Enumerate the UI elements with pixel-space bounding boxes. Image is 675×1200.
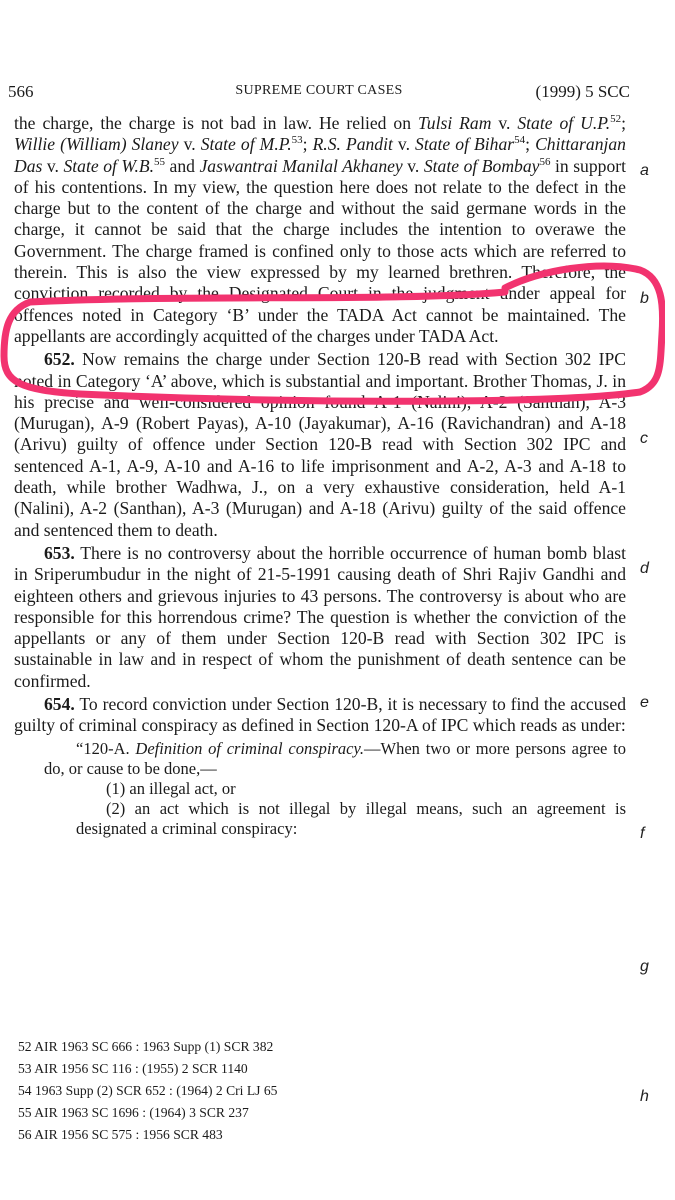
footnote-53: 53 AIR 1956 SC 116 : (1955) 2 SCR 1140 — [18, 1061, 248, 1076]
case-name: Tulsi Ram — [417, 113, 492, 133]
margin-letter-c: c — [640, 430, 648, 447]
margin-letter-f: f — [640, 825, 645, 842]
margin-letter-e: e — [640, 694, 649, 711]
footnote-ref: 53 — [291, 134, 303, 147]
volume-citation: (1999) 5 SCC — [535, 82, 630, 101]
footnote-ref: 55 — [154, 155, 166, 168]
statute-quote: “120-A. Definition of criminal conspiracy.—When two or more persons agree to do, or cause to be done,— (1) an illegal act, or (2) an act which is not illegal by illegal means, such an agreement is designated a criminal conspiracy: — [44, 738, 626, 838]
quote-item-2: (2) an act which is not illegal by illegal means, such an agreement is designated a criminal conspiracy: — [76, 798, 626, 838]
margin-letter-d: d — [640, 560, 649, 577]
page-number: 566 — [8, 82, 34, 101]
footnote-55: 55 AIR 1963 SC 1696 : (1964) 3 SCR 237 — [18, 1105, 249, 1120]
case-name: Jaswantrai Manilal Akhaney — [199, 155, 403, 176]
page-header — [8, 82, 630, 106]
footnote-ref: 52 — [610, 113, 622, 126]
footnote-54: 54 1963 Supp (2) SCR 652 : (1964) 2 Cri LJ 65 — [18, 1083, 278, 1098]
paragraph-653: 653. There is no controversy about the horrible occurrence of human bomb blast in Sriperumbudur in the night of 21-5-1991 causing death of Shri Rajiv Gandhi and eighteen others and grievous injuries to 43 persons. The controversy is about who are responsible for this horrendous crime? The question is whether the conviction of the appellants or any of them under Section 120-B read with Section 302 IPC is sustainable in law and in respect of whom the punishment of death sentence can be confirmed. — [14, 542, 626, 691]
paragraph-654: 654. To record conviction under Section 120-B, it is necessary to find the accused guilty of criminal conspiracy as defined in Section 120-A of IPC which reads as under: — [14, 694, 626, 736]
case-name: R.S. Pandit — [312, 134, 393, 155]
running-title: SUPREME COURT CASES — [235, 83, 403, 98]
quote-item-1: (1) an illegal act, or — [106, 778, 236, 798]
margin-letter-a: a — [640, 162, 649, 179]
margin-letter-h: h — [640, 1088, 649, 1105]
case-name: Willie (William) Slaney — [14, 134, 179, 155]
footnote-ref: 54 — [514, 134, 526, 147]
footnote-56: 56 AIR 1956 SC 575 : 1956 SCR 483 — [18, 1127, 223, 1142]
margin-letter-g: g — [640, 958, 649, 975]
paragraph-652: 652. Now remains the charge under Section 120-B read with Section 302 IPC noted in Category ‘A’ above, which is substantial and important. Brother Thomas, J. in his precise and well-considered opinion found A-1 (Nalini), A-2 (Santhan), A-3 (Murugan), A-9 (Robert Payas), A-10 (Jayakumar), A-16 (Ravichandran) and A-18 (Arivu) guilty of offence under Section 120-B read with Section 302 IPC and sentenced A-1, A-9, A-10 and A-16 to life imprisonment and A-2, A-3 and A-18 to death, while brother Wadhwa, J., on a very exhaustive consideration, held A-1 (Nalini), A-2 (Santhan), A-3 (Murugan) and A-18 (Arivu) guilty of the said offence and sentenced them to death. — [14, 349, 627, 540]
judgment-text — [14, 113, 626, 839]
footnote-ref: 56 — [539, 155, 551, 168]
margin-letter-b: b — [640, 290, 649, 307]
highlighted-text: Therefore, the conviction recorded by the Designated Court in the judgment under appeal for offences noted in Category ‘B’ under the TADA Act cannot be maintained. The appellants are accordingly acquitted of the charges under TADA Act. — [14, 262, 626, 346]
obscured-text: This is also the view expressed by my learned brethren. — [76, 262, 513, 283]
paragraph-continuation: the charge, the charge is not bad in law. He relied on Tulsi Ram v. State of U.P.$^{52}$; Willie (William) Slaney v. State of M.P.$^{53}$; R.S. Pandit v. State of Bihar$^{54}$; Chittaranjan Das v. State of W.B.$^{55}$ and Jaswantrai Manilal Akhaney v. State of Bombay$^{56}$ in support of his contentions. In my view, the question here does not relate to the defect in the charge but to the content of the charge and without the said germane words in the charge, it cannot be said that the charge includes the intention to overawe the Government. The charge framed is confined only to those acts which are referred to therein. This is also the view expressed by my learned brethren. Therefore, the conviction recorded by the Designated Court in the judgment under appeal for offences noted in Category ‘B’ under the TADA Act cannot be maintained. The appellants are accordingly acquitted of the charges under TADA Act. — [14, 113, 626, 346]
case-name: Chittaranjan Das — [14, 134, 626, 176]
footnote-52: 52 AIR 1963 SC 666 : 1963 Supp (1) SCR 382 — [18, 1039, 274, 1054]
section-heading: Definition of criminal conspiracy. — [135, 738, 365, 758]
obscured-text: Now remains the charge under Section 120-B read with Section 302 — [74, 349, 592, 370]
footnotes — [18, 1036, 277, 1146]
